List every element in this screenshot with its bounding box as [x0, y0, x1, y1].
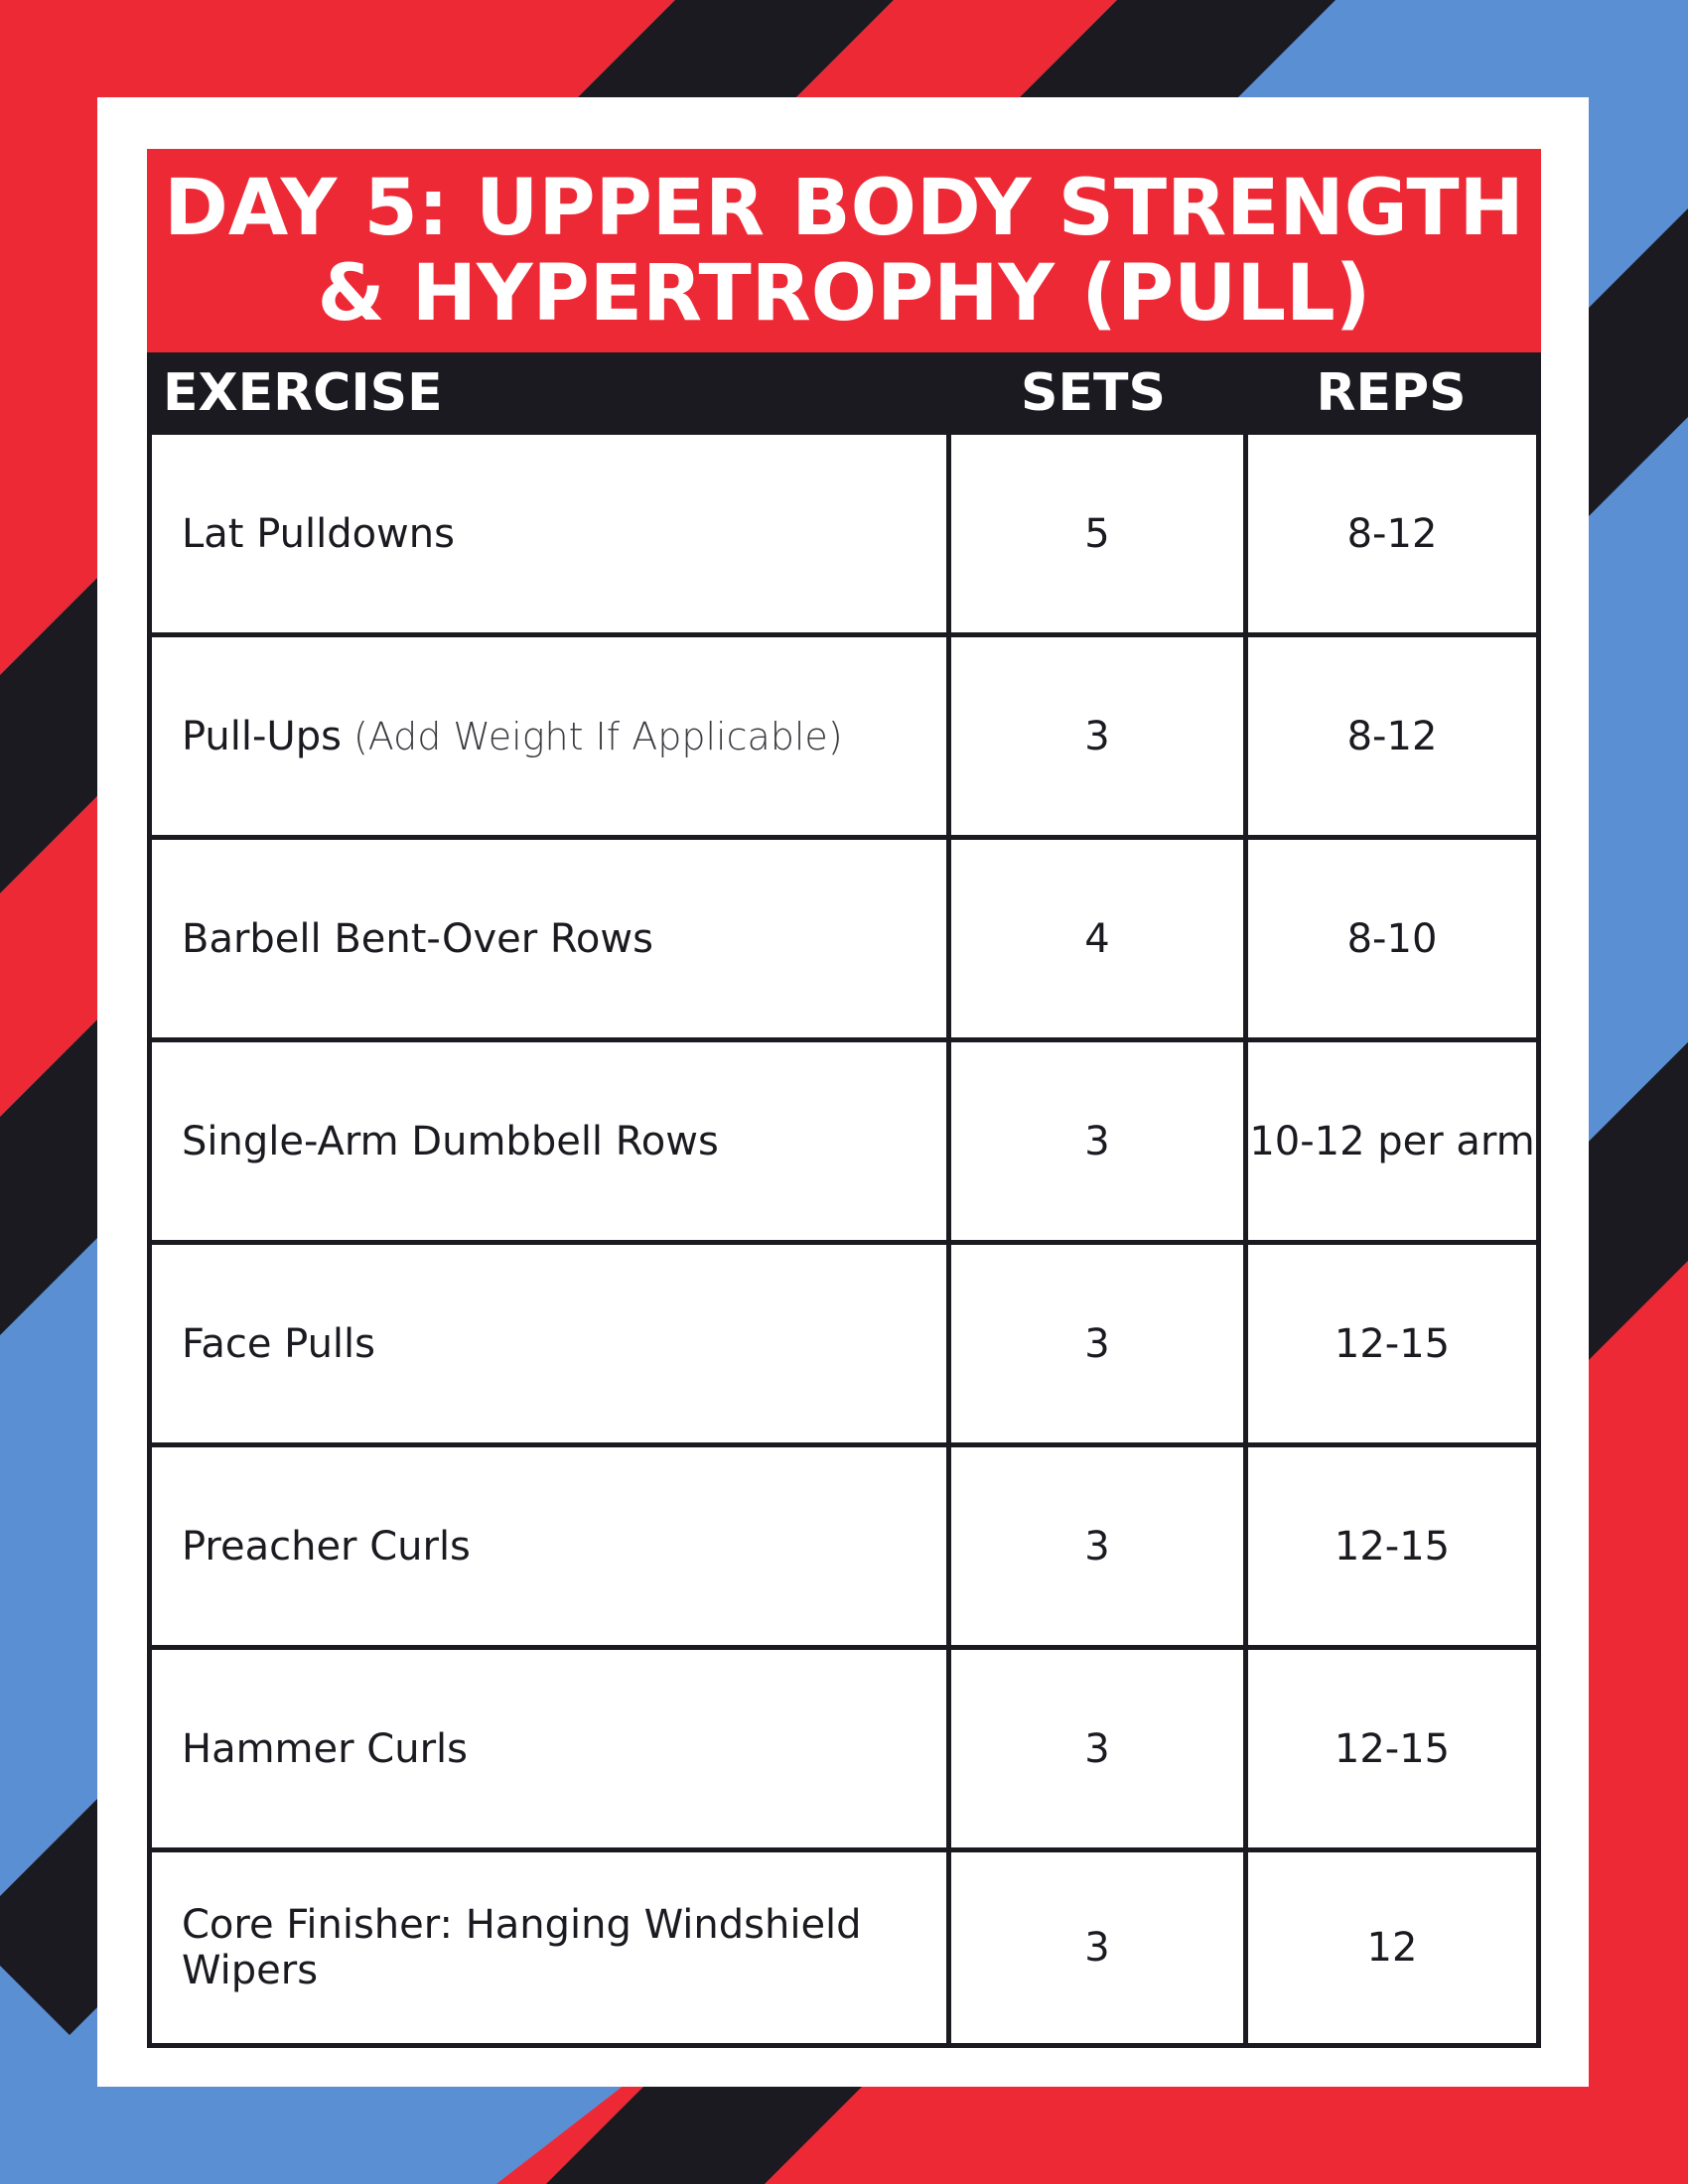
reps-cell: 10-12 per arm: [1243, 1042, 1536, 1240]
table-row: [152, 840, 1536, 1042]
sets-cell: 3: [946, 1447, 1243, 1645]
exercise-note: (Add Weight If Applicable): [352, 714, 843, 758]
exercise-name: Face Pulls: [182, 1320, 375, 1367]
sets-cell: 3: [946, 1042, 1243, 1240]
sets-cell: 3: [946, 1852, 1243, 2043]
table-row: [152, 1852, 1536, 2043]
title-banner: [147, 149, 1541, 352]
header-reps: REPS: [1316, 363, 1467, 423]
table-row: [152, 1042, 1536, 1245]
exercise-cell: [152, 1852, 946, 2043]
exercise-cell: [152, 637, 946, 835]
reps-cell: 12-15: [1243, 1245, 1536, 1442]
page-title-line-1: DAY 5: UPPER BODY STRENGTH: [164, 163, 1524, 253]
sets-cell: 4: [946, 840, 1243, 1037]
table-header: [147, 352, 1541, 435]
reps-cell: 12-15: [1243, 1650, 1536, 1847]
exercise-cell: [152, 1650, 946, 1847]
sets-cell: 3: [946, 1245, 1243, 1442]
exercise-name: Lat Pulldowns: [182, 510, 455, 557]
table-row: [152, 1650, 1536, 1852]
exercise-cell: [152, 1447, 946, 1645]
reps-cell: 12-15: [1243, 1447, 1536, 1645]
table-row: [152, 637, 1536, 840]
reps-cell: 12: [1243, 1852, 1536, 2043]
exercise-cell: [152, 1042, 946, 1240]
exercise-name: Preacher Curls: [182, 1523, 471, 1570]
reps-cell: 8-10: [1243, 840, 1536, 1037]
exercise-name: Barbell Bent-Over Rows: [182, 915, 653, 962]
sets-cell: 3: [946, 1650, 1243, 1847]
exercise-cell: [152, 840, 946, 1037]
exercise-name: Hammer Curls: [182, 1725, 468, 1772]
exercise-name: Single-Arm Dumbbell Rows: [182, 1118, 719, 1164]
table-row: [152, 1245, 1536, 1447]
exercise-cell: [152, 435, 946, 632]
header-sets: SETS: [1021, 363, 1166, 423]
exercise-name: Pull-Ups: [182, 713, 342, 759]
reps-cell: 8-12: [1243, 435, 1536, 632]
header-exercise: EXERCISE: [163, 363, 443, 423]
exercise-cell: [152, 1245, 946, 1442]
page-title-line-2: & HYPERTROPHY (PULL): [317, 248, 1371, 339]
sets-cell: 5: [946, 435, 1243, 632]
table-row: [152, 435, 1536, 637]
reps-cell: 8-12: [1243, 637, 1536, 835]
exercise-table: [147, 435, 1541, 2048]
table-row: [152, 1447, 1536, 1650]
exercise-name: Core Finisher: Hanging Windshield Wipers: [182, 1902, 862, 1993]
sets-cell: 3: [946, 637, 1243, 835]
